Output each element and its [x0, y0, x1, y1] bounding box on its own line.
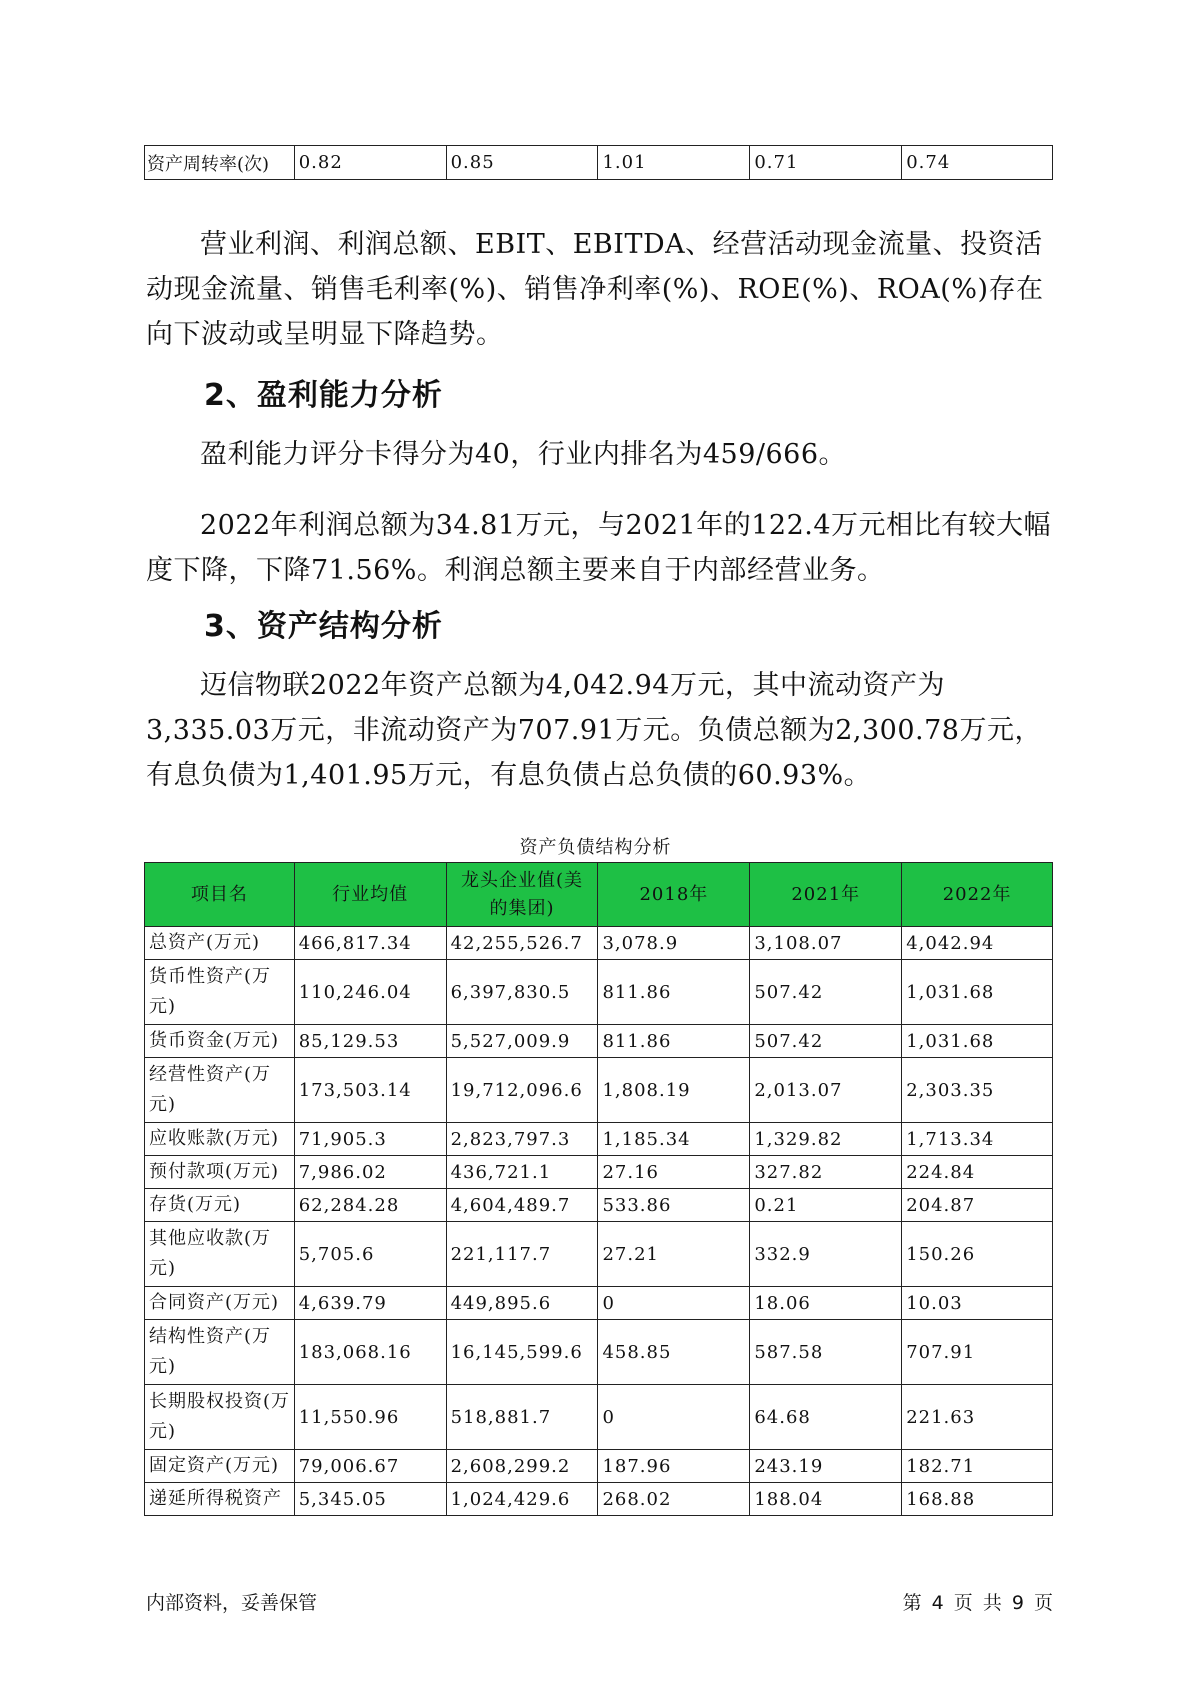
row-label: 货币性资产(万元) — [145, 960, 295, 1025]
table-cell: 507.42 — [750, 1025, 902, 1058]
paragraph-profit: 2022年利润总额为34.81万元，与2021年的122.4万元相比有较大幅度下降，下降71.56%。利润总额主要来自于内部经营业务。 — [146, 510, 1052, 586]
table-row — [145, 1058, 1053, 1123]
table-cell: 7,986.02 — [294, 1156, 446, 1189]
table-cell: 0.82 — [294, 146, 446, 180]
table-row — [145, 1156, 1053, 1189]
column-header: 2022年 — [902, 863, 1053, 927]
table-cell: 811.86 — [598, 1025, 750, 1058]
table-cell: 221.63 — [902, 1385, 1053, 1450]
table-cell: 327.82 — [750, 1156, 902, 1189]
table-cell: 0 — [598, 1385, 750, 1450]
table-cell: 27.16 — [598, 1156, 750, 1189]
row-label: 长期股权投资(万元) — [145, 1385, 295, 1450]
paragraph-score: 盈利能力评分卡得分为40，行业内排名为459/666。 — [200, 439, 847, 470]
table-cell: 507.42 — [750, 960, 902, 1025]
table-cell: 2,608,299.2 — [446, 1450, 598, 1483]
table-row — [145, 146, 1053, 180]
table-cell: 466,817.34 — [294, 927, 446, 960]
table-cell: 150.26 — [902, 1222, 1053, 1287]
row-label: 其他应收款(万元) — [145, 1222, 295, 1287]
row-label: 存货(万元) — [145, 1189, 295, 1222]
table-row — [145, 1189, 1053, 1222]
table-cell: 71,905.3 — [294, 1123, 446, 1156]
table-cell: 0.21 — [750, 1189, 902, 1222]
table-cell: 0.85 — [446, 146, 598, 180]
table-cell: 1,329.82 — [750, 1123, 902, 1156]
column-header: 龙头企业值(美的集团) — [446, 863, 598, 927]
table-cell: 85,129.53 — [294, 1025, 446, 1058]
table-cell: 224.84 — [902, 1156, 1053, 1189]
table-cell: 42,255,526.7 — [446, 927, 598, 960]
turnover-table — [144, 145, 1053, 180]
paragraph-assets: 迈信物联2022年资产总额为4,042.94万元，其中流动资产为3,335.03万元，非流动资产为707.91万元。负债总额为2,300.78万元，有息负债为1,401.95万元，有息负债占总负债的60.93%。 — [146, 670, 1042, 791]
table-row — [145, 1287, 1053, 1320]
table-cell: 173,503.14 — [294, 1058, 446, 1123]
table-cell: 268.02 — [598, 1483, 750, 1516]
table-cell: 5,705.6 — [294, 1222, 446, 1287]
table-cell: 183,068.16 — [294, 1320, 446, 1385]
table-row — [145, 1450, 1053, 1483]
table-cell: 4,604,489.7 — [446, 1189, 598, 1222]
table-cell: 16,145,599.6 — [446, 1320, 598, 1385]
table-cell: 243.19 — [750, 1450, 902, 1483]
table-cell: 0.74 — [902, 146, 1053, 180]
table-cell: 18.06 — [750, 1287, 902, 1320]
column-header: 2018年 — [598, 863, 750, 927]
row-label: 结构性资产(万元) — [145, 1320, 295, 1385]
table-cell: 168.88 — [902, 1483, 1053, 1516]
row-label: 货币资金(万元) — [145, 1025, 295, 1058]
page-number: 第 4 页 共 9 页 — [902, 1592, 1053, 1614]
table-row — [145, 1483, 1053, 1516]
table-cell: 5,345.05 — [294, 1483, 446, 1516]
table-row — [145, 1385, 1053, 1450]
column-header: 行业均值 — [294, 863, 446, 927]
table-cell: 188.04 — [750, 1483, 902, 1516]
footer-confidential: 内部资料，妥善保管 — [146, 1592, 318, 1614]
row-label: 总资产(万元) — [145, 927, 295, 960]
table-cell: 2,823,797.3 — [446, 1123, 598, 1156]
table-cell: 1,808.19 — [598, 1058, 750, 1123]
table-row — [145, 927, 1053, 960]
table-cell: 332.9 — [750, 1222, 902, 1287]
table-cell: 1,185.34 — [598, 1123, 750, 1156]
row-label: 递延所得税资产 — [145, 1483, 295, 1516]
table-row — [145, 1320, 1053, 1385]
section-heading-asset-structure: 3、资产结构分析 — [204, 609, 443, 644]
table-cell: 1,031.68 — [902, 1025, 1053, 1058]
table-cell: 62,284.28 — [294, 1189, 446, 1222]
row-label: 经营性资产(万元) — [145, 1058, 295, 1123]
table-cell: 5,527,009.9 — [446, 1025, 598, 1058]
table-cell: 3,108.07 — [750, 927, 902, 960]
column-header: 2021年 — [750, 863, 902, 927]
table-cell: 1,713.34 — [902, 1123, 1053, 1156]
paragraph-trend: 营业利润、利润总额、EBIT、EBITDA、经营活动现金流量、投资活动现金流量、销售毛利率(%)、销售净利率(%)、ROE(%)、ROA(%)存在向下波动或呈明显下降趋势。 — [146, 229, 1044, 350]
table-cell: 27.21 — [598, 1222, 750, 1287]
table-cell: 6,397,830.5 — [446, 960, 598, 1025]
column-header: 项目名 — [145, 863, 295, 927]
table-cell: 4,042.94 — [902, 927, 1053, 960]
table-cell: 1,031.68 — [902, 960, 1053, 1025]
table-cell: 182.71 — [902, 1450, 1053, 1483]
table-cell: 458.85 — [598, 1320, 750, 1385]
table-caption: 资产负债结构分析 — [519, 837, 672, 858]
table-cell: 187.96 — [598, 1450, 750, 1483]
table-cell: 2,013.07 — [750, 1058, 902, 1123]
row-label: 固定资产(万元) — [145, 1450, 295, 1483]
table-cell: 221,117.7 — [446, 1222, 598, 1287]
table-row — [145, 1123, 1053, 1156]
table-cell: 436,721.1 — [446, 1156, 598, 1189]
table-cell: 110,246.04 — [294, 960, 446, 1025]
table-row — [145, 1222, 1053, 1287]
table-cell: 707.91 — [902, 1320, 1053, 1385]
table-cell: 64.68 — [750, 1385, 902, 1450]
table-cell: 0.71 — [750, 146, 902, 180]
table-cell: 0 — [598, 1287, 750, 1320]
table-cell: 10.03 — [902, 1287, 1053, 1320]
table-cell: 449,895.6 — [446, 1287, 598, 1320]
table-cell: 79,006.67 — [294, 1450, 446, 1483]
table-cell: 518,881.7 — [446, 1385, 598, 1450]
table-cell: 587.58 — [750, 1320, 902, 1385]
row-label: 应收账款(万元) — [145, 1123, 295, 1156]
row-label: 合同资产(万元) — [145, 1287, 295, 1320]
balance-structure-table — [144, 862, 1053, 1516]
table-cell: 811.86 — [598, 960, 750, 1025]
table-cell: 1.01 — [598, 146, 750, 180]
table-cell: 4,639.79 — [294, 1287, 446, 1320]
table-cell: 204.87 — [902, 1189, 1053, 1222]
table-cell: 2,303.35 — [902, 1058, 1053, 1123]
table-row — [145, 960, 1053, 1025]
row-label: 预付款项(万元) — [145, 1156, 295, 1189]
table-header-row — [145, 863, 1053, 927]
table-row — [145, 1025, 1053, 1058]
table-cell: 19,712,096.6 — [446, 1058, 598, 1123]
table-cell: 533.86 — [598, 1189, 750, 1222]
table-cell: 3,078.9 — [598, 927, 750, 960]
table-cell: 11,550.96 — [294, 1385, 446, 1450]
table-cell: 1,024,429.6 — [446, 1483, 598, 1516]
row-label: 资产周转率(次) — [145, 146, 295, 180]
section-heading-profitability: 2、盈利能力分析 — [204, 378, 443, 413]
